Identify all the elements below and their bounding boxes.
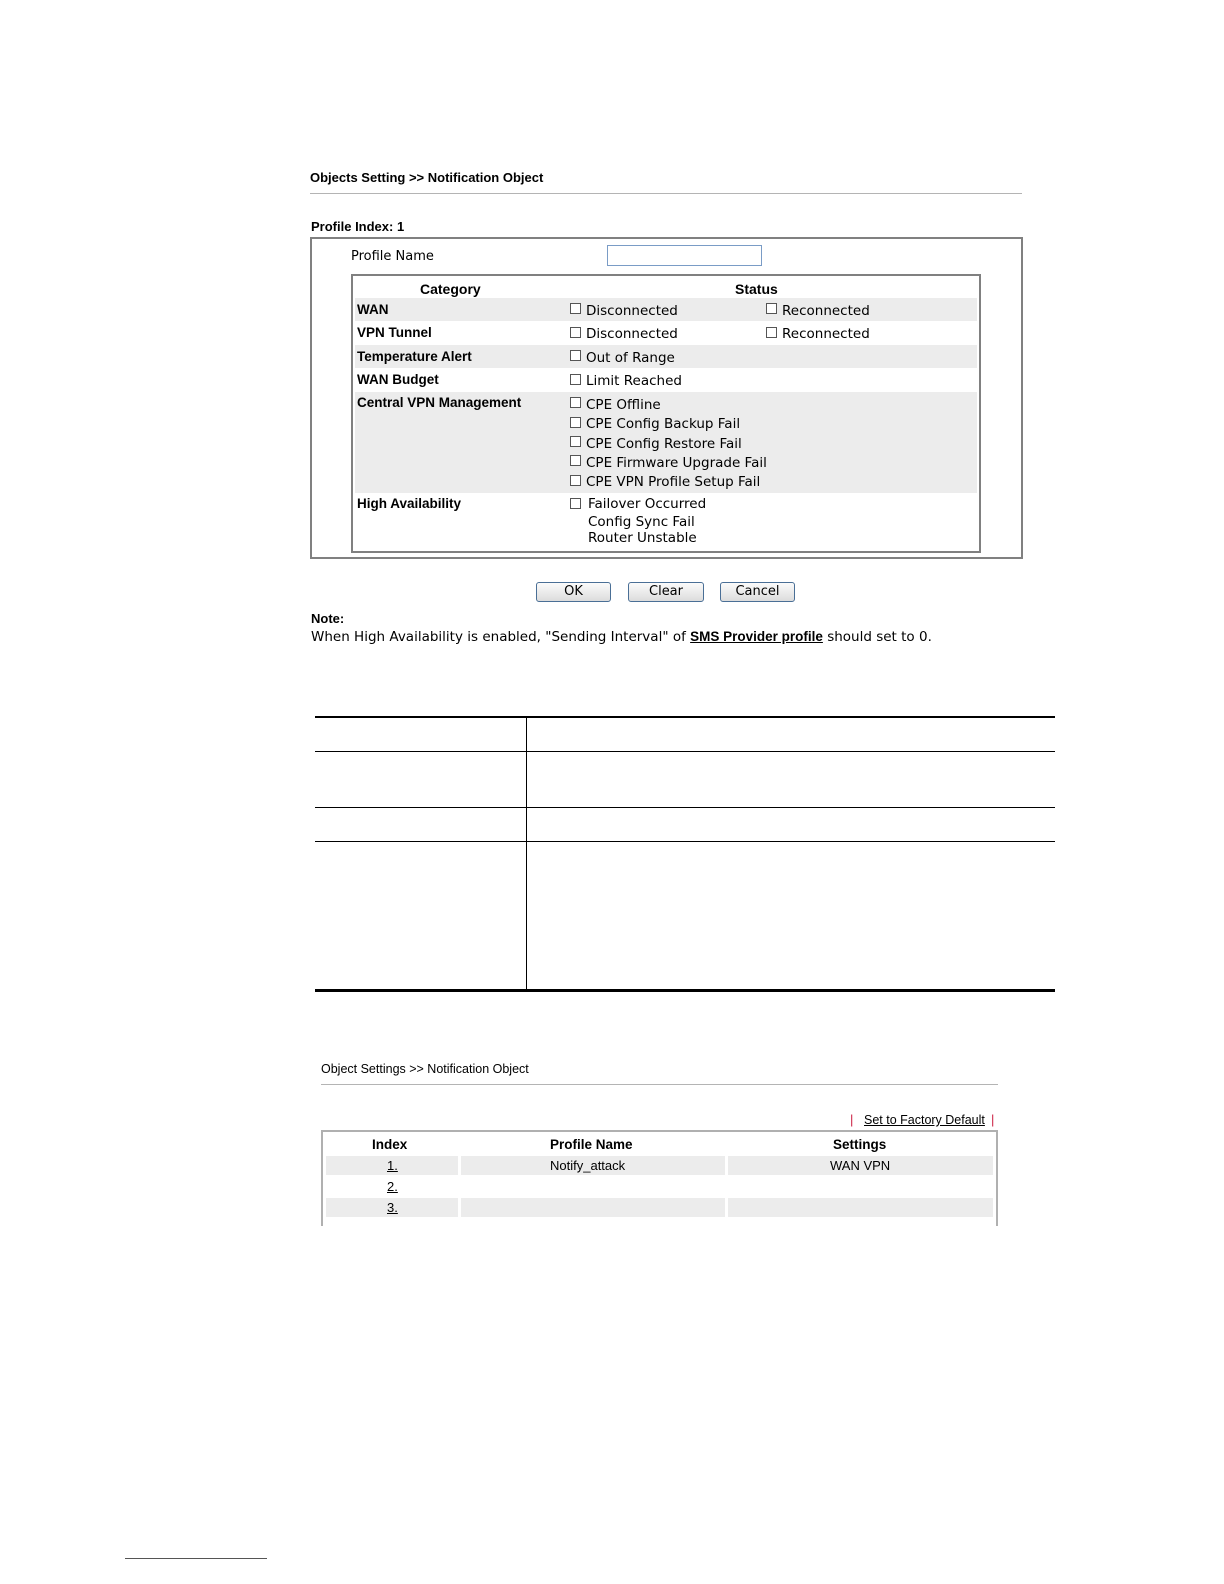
category-header: Category: [420, 281, 481, 297]
cpe-config-backup-fail-label: CPE Config Backup Fail: [586, 416, 741, 432]
index-header: Index: [372, 1137, 408, 1152]
row-cell-bg: [461, 1198, 725, 1217]
doc-table-bottom-rule: [315, 989, 1055, 992]
budget-limit-reached-label: Limit Reached: [586, 373, 682, 389]
set-to-factory-default-link[interactable]: Set to Factory Default: [864, 1113, 985, 1127]
divider: [310, 193, 1022, 194]
cpe-firmware-upgrade-fail-label: CPE Firmware Upgrade Fail: [586, 455, 767, 471]
divider: [321, 1084, 998, 1085]
note-suffix: should set to 0.: [822, 629, 932, 645]
temperature-out-of-range-checkbox[interactable]: [570, 350, 581, 361]
vpn-disconnected-checkbox[interactable]: [570, 327, 581, 338]
profile-name-cell: Notify_attack: [550, 1158, 626, 1173]
index-link-2[interactable]: 2.: [387, 1179, 398, 1194]
breadcrumb: Objects Setting >> Notification Object: [310, 170, 544, 185]
cpe-vpn-profile-setup-fail-label: CPE VPN Profile Setup Fail: [586, 474, 761, 490]
category-high-availability: High Availability: [357, 496, 462, 511]
doc-table-rule: [315, 751, 1055, 752]
cpe-config-backup-fail-checkbox[interactable]: [570, 417, 581, 428]
config-sync-fail-label: Config Sync Fail: [588, 514, 695, 530]
sms-provider-profile-link[interactable]: SMS Provider profile: [690, 629, 823, 644]
cpe-firmware-upgrade-fail-checkbox[interactable]: [570, 455, 581, 466]
separator-bar: |: [991, 1112, 995, 1127]
category-vpn-tunnel: VPN Tunnel: [357, 325, 432, 340]
cpe-vpn-profile-setup-fail-checkbox[interactable]: [570, 475, 581, 486]
wan-disconnected-checkbox[interactable]: [570, 303, 581, 314]
doc-table-column-divider: [526, 718, 527, 990]
vpn-reconnected-checkbox[interactable]: [766, 327, 777, 338]
footnote-rule: [125, 1558, 267, 1559]
category-wan: WAN: [357, 302, 389, 317]
cancel-button[interactable]: Cancel: [720, 582, 795, 602]
budget-limit-reached-checkbox[interactable]: [570, 374, 581, 385]
cpe-offline-label: CPE Offline: [586, 397, 661, 413]
status-header: Status: [735, 281, 778, 297]
separator-bar: |: [850, 1112, 854, 1127]
profile-name-input[interactable]: [607, 245, 762, 266]
vpn-disconnected-label: Disconnected: [586, 326, 678, 342]
doc-table-rule: [315, 841, 1055, 842]
category-temperature-alert: Temperature Alert: [357, 349, 472, 364]
router-unstable-label: Router Unstable: [588, 530, 697, 546]
cpe-config-restore-fail-label: CPE Config Restore Fail: [586, 436, 742, 452]
failover-occurred-checkbox[interactable]: [570, 498, 581, 509]
profile-index-label: Profile Index: 1: [311, 219, 405, 234]
vpn-reconnected-label: Reconnected: [782, 326, 870, 342]
clear-button[interactable]: Clear: [628, 582, 704, 602]
wan-reconnected-checkbox[interactable]: [766, 303, 777, 314]
wan-disconnected-label: Disconnected: [586, 303, 678, 319]
cpe-offline-checkbox[interactable]: [570, 397, 581, 408]
failover-occurred-label: Failover Occurred: [588, 496, 707, 512]
cpe-config-restore-fail-checkbox[interactable]: [570, 436, 581, 447]
temperature-out-of-range-label: Out of Range: [586, 350, 675, 366]
note-text: [311, 629, 932, 645]
profile-name-label: Profile Name: [351, 249, 434, 264]
category-central-vpn-management: Central VPN Management: [357, 395, 522, 410]
doc-table-rule: [315, 807, 1055, 808]
index-link-3[interactable]: 3.: [387, 1200, 398, 1215]
index-link-1[interactable]: 1.: [387, 1158, 398, 1173]
category-wan-budget: WAN Budget: [357, 372, 439, 387]
ok-button[interactable]: OK: [536, 582, 611, 602]
breadcrumb-list: Object Settings >> Notification Object: [321, 1062, 529, 1076]
settings-header: Settings: [833, 1137, 887, 1152]
settings-cell: WAN VPN: [830, 1158, 891, 1173]
row-cell-bg: [728, 1198, 993, 1217]
note-title: Note:: [311, 611, 345, 626]
wan-reconnected-label: Reconnected: [782, 303, 870, 319]
profile-name-header: Profile Name: [550, 1137, 633, 1152]
note-prefix: When High Availability is enabled, "Sending Interval" of: [311, 629, 691, 645]
doc-table-top-rule: [315, 716, 1055, 718]
